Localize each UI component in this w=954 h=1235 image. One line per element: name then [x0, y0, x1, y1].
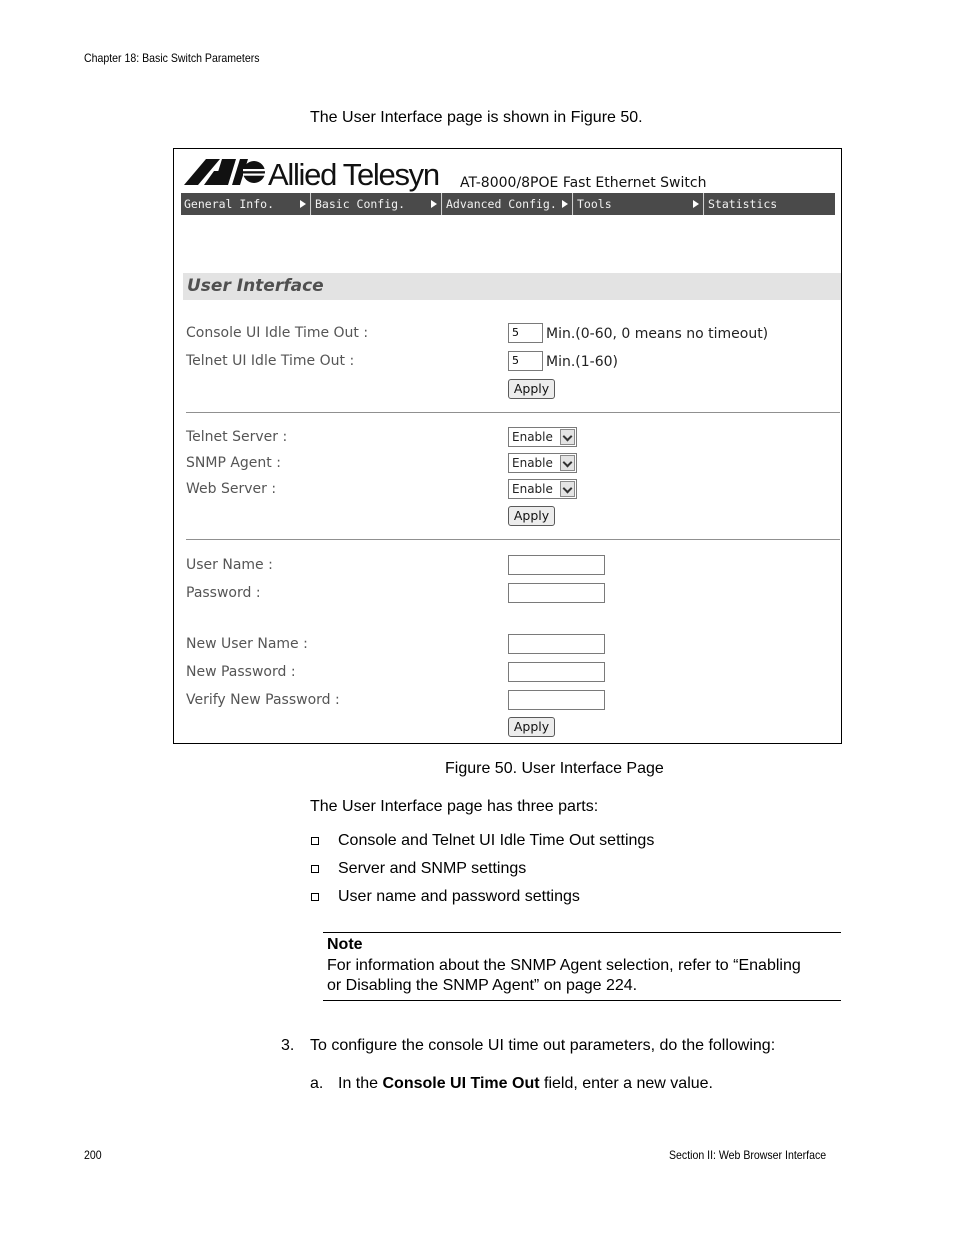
select-value: Enable [512, 456, 553, 470]
new-user-name-label: New User Name : [186, 636, 308, 652]
page-number: 200 [84, 1148, 102, 1162]
new-user-name-input[interactable] [508, 634, 605, 654]
menu-tools[interactable] [574, 193, 704, 215]
menu-label: Advanced Config. [446, 197, 557, 211]
console-timeout-input[interactable]: 5 [508, 323, 543, 343]
menu-label: Basic Config. [315, 197, 406, 211]
bullet-box-icon [311, 893, 319, 901]
menu-general-info[interactable] [181, 193, 311, 215]
logo-wordmark: Allied Telesyn [268, 157, 439, 192]
section-divider [186, 539, 840, 540]
bullet-item: Server and SNMP settings [338, 860, 527, 877]
section-title-bar [183, 273, 841, 300]
telnet-timeout-input[interactable]: 5 [508, 351, 543, 371]
menu-label: Tools [577, 197, 612, 211]
new-password-input[interactable] [508, 662, 605, 682]
dropdown-button[interactable] [560, 455, 575, 471]
product-name: AT-8000/8POE Fast Ethernet Switch [460, 175, 707, 191]
console-timeout-unit: Min.(0-60, 0 means no timeout) [546, 326, 769, 342]
field-name: Console UI Time Out [382, 1075, 540, 1092]
new-password-label: New Password : [186, 664, 296, 680]
credentials-apply-button[interactable]: Apply [508, 717, 555, 737]
step-text: To configure the console UI time out parameters, do the following: [310, 1037, 776, 1054]
substep-text [338, 1075, 713, 1093]
submenu-arrow-icon [431, 200, 437, 208]
timeout-apply-button[interactable]: Apply [508, 379, 555, 399]
figure-caption: Figure 50. User Interface Page [445, 760, 664, 777]
footer-section: Section II: Web Browser Interface [669, 1148, 827, 1162]
chevron-down-icon [563, 484, 573, 494]
allied-telesyn-logo-icon [184, 157, 266, 187]
select-value: Enable [512, 482, 553, 496]
servers-apply-button[interactable]: Apply [508, 506, 555, 526]
user-name-label: User Name : [186, 557, 273, 573]
note-title: Note [327, 936, 363, 953]
dropdown-button[interactable] [560, 481, 575, 497]
intro-text: The User Interface page is shown in Figure 50. [310, 109, 643, 126]
menu-basic-config[interactable] [312, 193, 442, 215]
running-header: Chapter 18: Basic Switch Parameters [84, 51, 260, 65]
telnet-timeout-unit: Min.(1-60) [546, 354, 618, 370]
menu-advanced-config[interactable] [443, 193, 573, 215]
menu-label: General Info. [184, 197, 275, 211]
chevron-down-icon [563, 432, 573, 442]
substep-letter: a. [310, 1075, 324, 1092]
substep-pre: In the [338, 1075, 383, 1092]
brand-logo [184, 155, 724, 195]
submenu-arrow-icon [562, 200, 568, 208]
select-value: Enable [512, 430, 553, 444]
verify-password-input[interactable] [508, 690, 605, 710]
main-menu-bar [181, 193, 835, 215]
bullet-item: Console and Telnet UI Idle Time Out settings [338, 832, 655, 849]
substep-post: field, enter a new value. [539, 1075, 713, 1092]
bullet-box-icon [311, 837, 319, 845]
note-line: For information about the SNMP Agent selection, refer to “Enabling [327, 957, 801, 974]
dropdown-button[interactable] [560, 429, 575, 445]
password-label: Password : [186, 585, 261, 601]
snmp-agent-label: SNMP Agent : [186, 455, 281, 471]
section-divider [186, 412, 840, 413]
parts-intro: The User Interface page has three parts: [310, 798, 599, 815]
note-line: or Disabling the SNMP Agent” on page 224. [327, 977, 638, 994]
verify-password-label: Verify New Password : [186, 692, 340, 708]
submenu-arrow-icon [300, 200, 306, 208]
password-input[interactable] [508, 583, 605, 603]
note-bottom-rule [323, 1000, 841, 1001]
console-timeout-label: Console UI Idle Time Out : [186, 325, 369, 341]
telnet-timeout-label: Telnet UI Idle Time Out : [186, 353, 355, 369]
ui-screenshot-frame [173, 148, 842, 744]
telnet-server-select[interactable] [508, 427, 577, 447]
section-title: User Interface [187, 276, 324, 296]
snmp-agent-select[interactable] [508, 453, 577, 473]
user-name-input[interactable] [508, 555, 605, 575]
step-number: 3. [281, 1037, 295, 1054]
web-server-label: Web Server : [186, 481, 277, 497]
bullet-item: User name and password settings [338, 888, 580, 905]
menu-statistics[interactable] [705, 193, 835, 215]
bullet-box-icon [311, 865, 319, 873]
menu-label: Statistics [708, 197, 778, 211]
note-top-rule [323, 932, 841, 933]
web-server-select[interactable] [508, 479, 577, 499]
submenu-arrow-icon [693, 200, 699, 208]
chevron-down-icon [563, 458, 573, 468]
telnet-server-label: Telnet Server : [186, 429, 288, 445]
